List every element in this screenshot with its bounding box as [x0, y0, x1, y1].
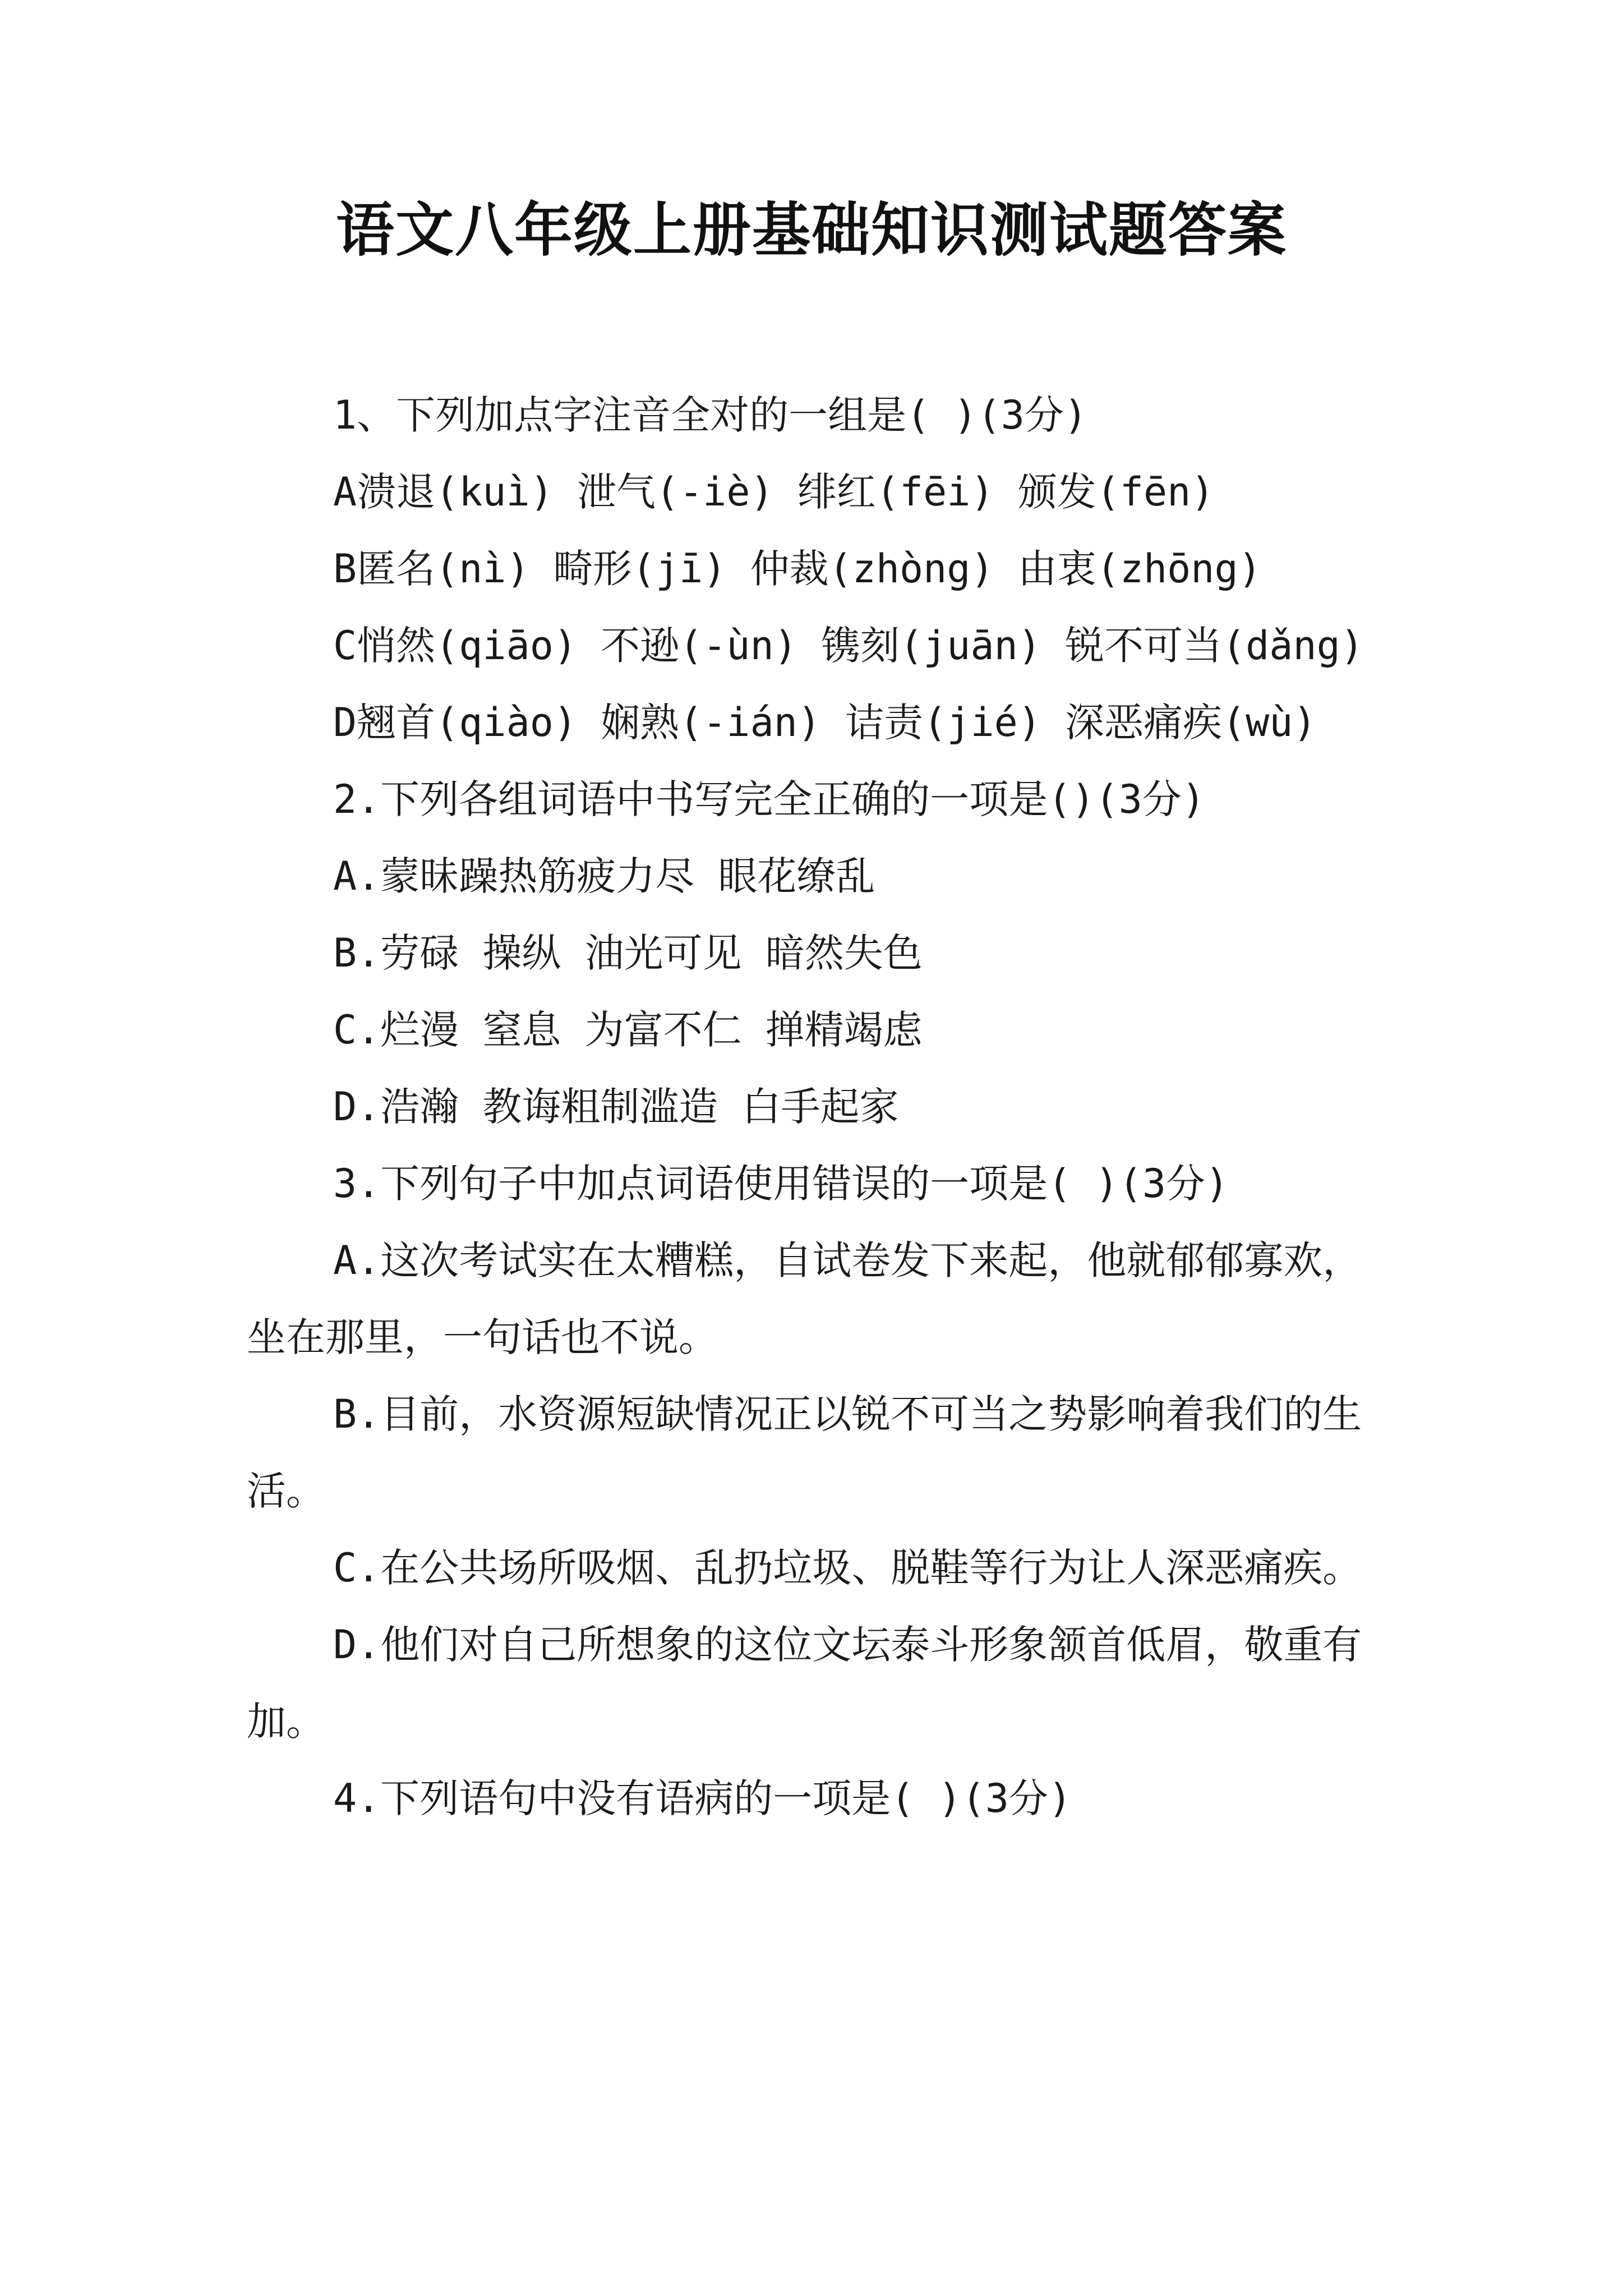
- question-2-option-b: B.劳碌 操纵 油光可见 暗然失色: [333, 930, 923, 976]
- question-3-stem: 3.下列句子中加点词语使用错误的一项是( )(3分): [333, 1161, 1229, 1207]
- question-3-option-c: C.在公共场所吸烟、乱扔垃圾、脱鞋等行为让人深恶痛疾。: [333, 1545, 1362, 1591]
- document-body: [247, 377, 1386, 1837]
- question-2-option-a: A.蒙昧躁热筋疲力尽 眼花缭乱: [333, 853, 875, 899]
- question-4-stem: 4.下列语句中没有语病的一项是( )(3分): [333, 1775, 1072, 1821]
- question-3-option-a: A.这次考试实在太糟糕，自试卷发下来起，他就郁郁寡欢，坐在那里，一句话也不说。: [247, 1237, 1362, 1360]
- question-1-option-a: A溃退(kuì) 泄气(-iè) 绯红(fēi) 颁发(fēn): [333, 469, 1215, 515]
- question-3-option-d: D.他们对自己所想象的这位文坛泰斗形象颔首低眉，敬重有加。: [247, 1622, 1362, 1745]
- question-1-option-b: B匿名(nì) 畸形(jī) 仲裁(zhòng) 由衷(zhōng): [333, 546, 1262, 592]
- question-1-stem: 1、下列加点字注音全对的一组是( )(3分): [333, 392, 1088, 438]
- question-2-option-c: C.烂漫 窒息 为富不仁 掸精竭虑: [333, 1007, 923, 1053]
- question-2-stem: 2.下列各组词语中书写完全正确的一项是()(3分): [333, 776, 1206, 822]
- document-title: 语文八年级上册基础知识测试题答案: [335, 195, 1287, 264]
- question-2-option-d: D.浩瀚 教诲粗制滥造 白手起家: [333, 1084, 899, 1130]
- question-3-option-b: B.目前，水资源短缺情况正以锐不可当之势影响着我们的生活。: [247, 1391, 1362, 1514]
- question-1-option-c: C悄然(qiāo) 不逊(-ùn) 镌刻(juān) 锐不可当(dǎng): [333, 623, 1364, 669]
- question-1-option-d: D翘首(qiào) 娴熟(-ián) 诘责(jié) 深恶痛疾(wù): [333, 700, 1317, 746]
